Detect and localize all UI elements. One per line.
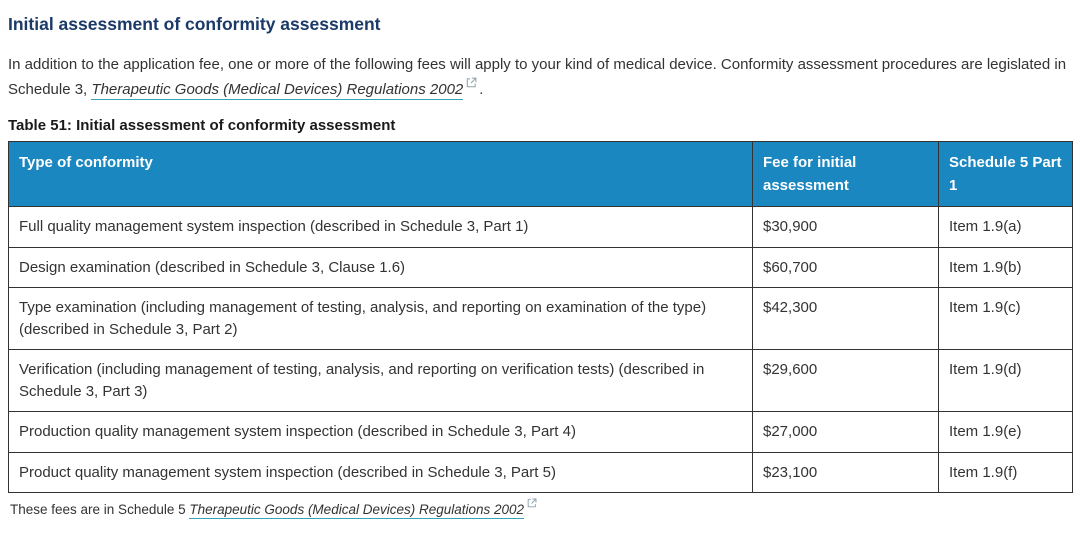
- column-header-schedule-5-part-1: Schedule 5 Part 1: [939, 142, 1073, 207]
- regulations-link[interactable]: Therapeutic Goods (Medical Devices) Regulations 2002: [91, 80, 464, 98]
- footer-regulations-link[interactable]: Therapeutic Goods (Medical Devices) Regulations 2002: [189, 502, 525, 517]
- column-header-fee: Fee for initial assessment: [753, 142, 939, 207]
- table-row: [9, 247, 1073, 288]
- table-row: [9, 412, 1073, 453]
- cell-fee: $27,000: [753, 412, 939, 453]
- cell-fee: $60,700: [753, 247, 939, 288]
- fees-table: [8, 141, 1073, 493]
- column-header-type-of-conformity: Type of conformity: [9, 142, 753, 207]
- cell-fee: $30,900: [753, 207, 939, 248]
- cell-item: Item 1.9(b): [939, 247, 1073, 288]
- intro-text-after-link: .: [479, 80, 484, 98]
- cell-item: Item 1.9(e): [939, 412, 1073, 453]
- table-row: [9, 288, 1073, 350]
- cell-item: Item 1.9(a): [939, 207, 1073, 248]
- cell-fee: $42,300: [753, 288, 939, 350]
- table-row: [9, 207, 1073, 248]
- table-caption: Table 51: Initial assessment of conformity assessment: [8, 117, 396, 134]
- external-link-icon: [527, 498, 537, 508]
- intro-paragraph: [8, 53, 1072, 102]
- external-link-icon: [466, 77, 477, 88]
- cell-type: Full quality management system inspection (described in Schedule 3, Part 1): [9, 207, 753, 248]
- cell-item: Item 1.9(f): [939, 452, 1073, 493]
- cell-fee: $29,600: [753, 350, 939, 412]
- cell-item: Item 1.9(d): [939, 350, 1073, 412]
- footer-text-before-link: These fees are in Schedule 5: [10, 502, 190, 517]
- intro-text-before-link: In addition to the application fee, one or more of the following fees will apply to your kind of medical device. Conformity assessment procedures are legislated in Schedule 3,: [8, 56, 1067, 98]
- cell-type: Verification (including management of testing, analysis, and reporting on verification tests) (described in Schedule 3, Part 3): [9, 350, 753, 412]
- cell-type: Product quality management system inspection (described in Schedule 3, Part 5): [9, 452, 753, 493]
- cell-type: Design examination (described in Schedule 3, Clause 1.6): [9, 247, 753, 288]
- cell-type: Production quality management system inspection (described in Schedule 3, Part 4): [9, 412, 753, 453]
- cell-type: Type examination (including management of testing, analysis, and reporting on examination of the type) (described in Schedule 3, Part 2): [9, 288, 753, 350]
- table-row: [9, 452, 1073, 493]
- table-row: [9, 350, 1073, 412]
- table-header-row: [9, 142, 1073, 207]
- footer-note: [10, 502, 1072, 517]
- cell-item: Item 1.9(c): [939, 288, 1073, 350]
- page-title: Initial assessment of conformity assessment: [8, 14, 381, 34]
- cell-fee: $23,100: [753, 452, 939, 493]
